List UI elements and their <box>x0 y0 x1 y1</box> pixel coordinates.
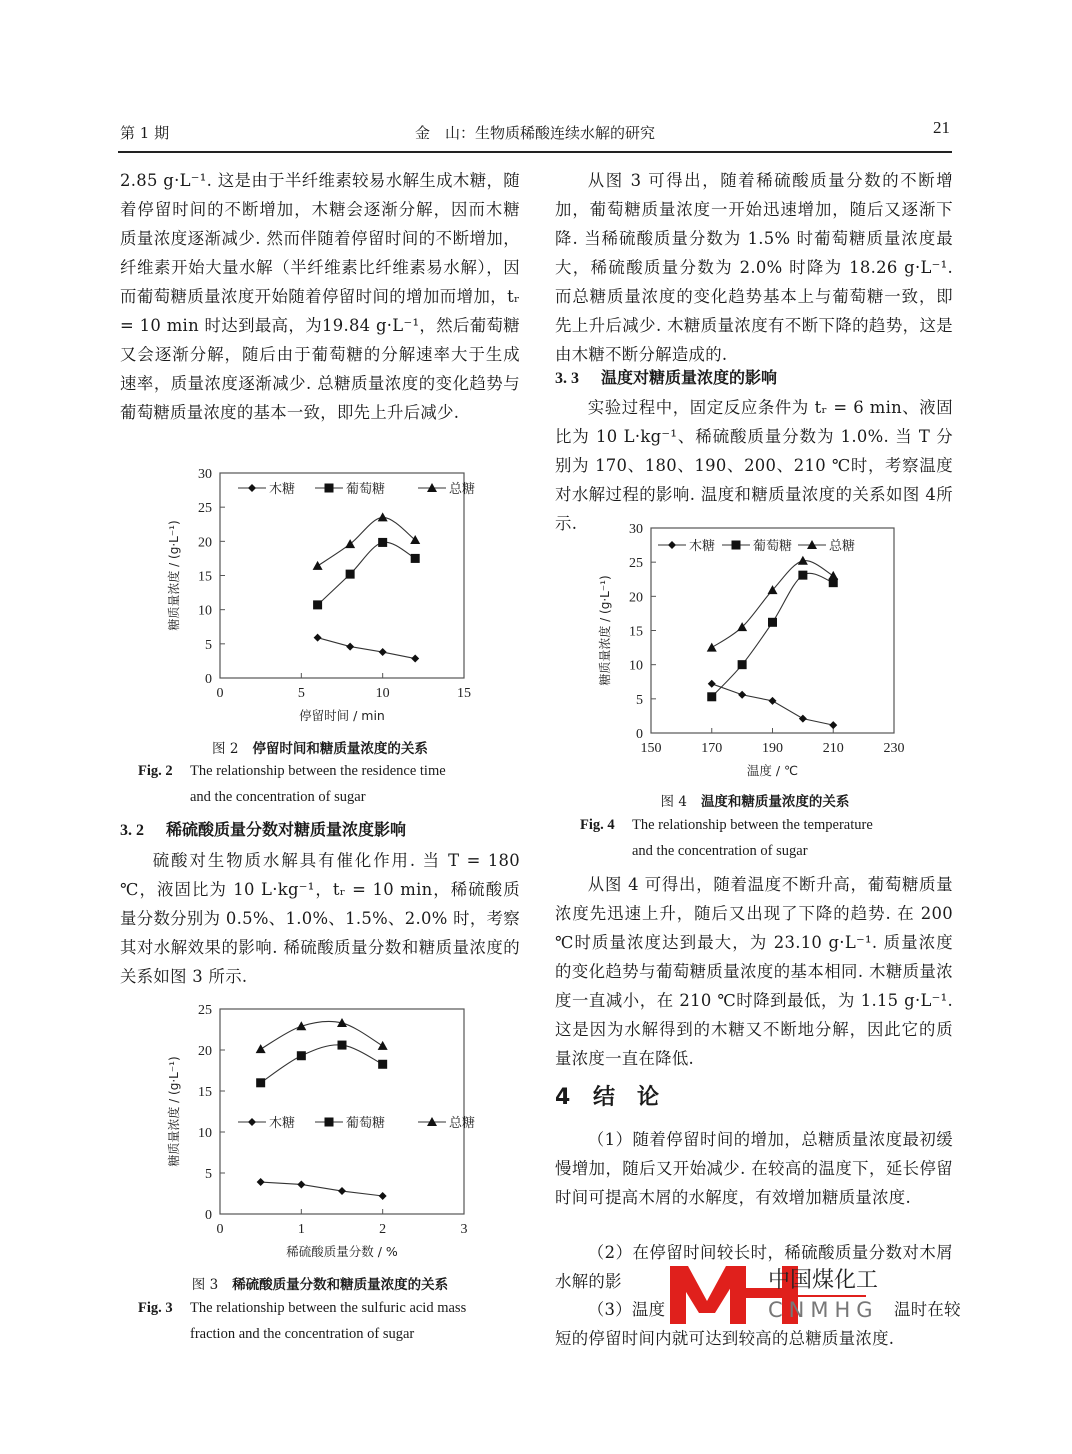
y-tick-label: 25 <box>629 556 643 572</box>
header-rule <box>118 151 952 153</box>
figure-4-chart <box>590 515 930 780</box>
section-3-3-title: 温度对糖质量浓度的影响 <box>601 368 778 387</box>
data-point <box>338 1187 346 1195</box>
section-4-number: 4 <box>555 1085 571 1110</box>
y-tick-label: 0 <box>205 672 212 687</box>
legend-item <box>418 481 475 497</box>
y-tick-label: 15 <box>198 1085 212 1100</box>
right-paragraph-2: 实验过程中，固定反应条件为 tᵣ = 6 min、液固比为 10 L·kg⁻¹、稀硫酸质量分数为 1.0%. 当 T 分别为 170、180、190、200、210 ℃时，考察温度对水解过程的影响. 温度和糖质量浓度的关系如图 4所示. <box>555 398 953 533</box>
fig3-caption-cn <box>120 1273 520 1293</box>
series-line <box>318 638 416 659</box>
legend-label: 木糖 <box>689 539 716 554</box>
x-tick-label: 170 <box>701 741 723 756</box>
fig2-caption-cn <box>120 737 520 757</box>
x-axis-label: 停留时间 / min <box>299 708 385 723</box>
series-diamond <box>314 634 420 663</box>
section-3-2-title: 稀硫酸质量分数对糖质量浓度影响 <box>166 820 407 839</box>
running-header <box>120 118 950 144</box>
data-point <box>378 1041 388 1050</box>
x-tick-label: 1 <box>297 1222 305 1237</box>
x-tick-label: 5 <box>297 686 305 701</box>
fig3-caption-en-line1: The relationship between the sulfuric acid mass <box>190 1300 467 1316</box>
y-axis-label: 糖质量浓度 / (g·L⁻¹) <box>167 520 181 631</box>
issue-label: 第 1 期 <box>120 124 170 142</box>
data-point <box>707 692 716 701</box>
legend-label: 总糖 <box>829 539 856 554</box>
section-3-2-heading <box>120 815 520 845</box>
data-point <box>411 554 420 563</box>
series-diamond <box>708 680 838 729</box>
data-point <box>346 643 354 651</box>
x-tick-label: 15 <box>457 686 471 701</box>
series-diamond <box>257 1178 387 1200</box>
x-axis-label: 温度 / ℃ <box>746 763 799 778</box>
legend-marker <box>248 484 256 492</box>
data-point <box>313 561 323 570</box>
fig3-number: 图 3 <box>191 1277 219 1293</box>
data-point <box>379 1192 387 1200</box>
data-point <box>708 680 716 688</box>
legend-item <box>238 1115 295 1131</box>
legend-marker <box>325 484 334 493</box>
data-point <box>378 512 388 521</box>
logo-name-cn: 中国煤化工 <box>768 1268 879 1293</box>
y-tick-label: 15 <box>198 569 212 585</box>
data-point <box>256 1078 265 1087</box>
fig3-caption-en-line2: fraction and the concentration of sugar <box>190 1326 415 1342</box>
legend-item <box>722 538 792 554</box>
y-tick-label: 5 <box>205 637 212 653</box>
figure-2-chart <box>150 455 490 730</box>
y-tick-label: 25 <box>198 501 212 517</box>
data-point <box>829 721 837 729</box>
legend-label: 总糖 <box>449 482 476 497</box>
right-paragraph-3: 从图 4 可得出，随着温度不断升高，葡萄糖质量浓度先迅速上升，随后又出现了下降的趋势. 在 200 ℃时质量浓度达到最大，为 23.10 g·L⁻¹. 质量浓度的变化趋势与葡萄糖质量浓度的基本相同. 木糖质量浓度一直减小，在 210 ℃时降到最低，为 1.15 g·L⁻¹. 这是因为水解得到的木糖又不断地分解，因此它的质量浓度一直在降低. <box>555 875 953 1068</box>
data-point <box>313 600 322 609</box>
y-axis-label: 糖质量浓度 / (g·L⁻¹) <box>167 1056 181 1167</box>
plot-frame <box>220 1009 464 1214</box>
legend-label: 葡萄糖 <box>346 482 386 497</box>
data-point <box>828 571 838 580</box>
legend-marker <box>248 1118 256 1126</box>
data-point <box>378 538 387 547</box>
y-tick-label: 5 <box>205 1167 212 1182</box>
data-point <box>379 648 387 656</box>
data-point <box>738 660 747 669</box>
fig2-caption-en <box>138 758 528 810</box>
fig2-number: 图 2 <box>212 741 239 757</box>
fig4-caption-en-line1: The relationship between the temperature <box>632 817 873 833</box>
section-3-2-number: 3. 2 <box>120 822 144 839</box>
section-3-3-heading <box>555 363 953 393</box>
conclusion-1: （1）随着停留时间的增加，总糖质量浓度最初缓慢增加，随后又开始减少. 在较高的温度下，延长停留时间可提高木屑的水解度，有效增加糖质量浓度. <box>555 1130 953 1207</box>
series-line <box>318 542 416 605</box>
x-tick-label: 0 <box>216 1222 224 1237</box>
legend-item <box>315 481 385 497</box>
series-line <box>318 517 416 566</box>
y-tick-label: 10 <box>629 658 643 674</box>
y-tick-label: 20 <box>198 535 212 551</box>
data-point <box>769 697 777 705</box>
legend-label: 葡萄糖 <box>753 539 793 554</box>
fig2-caption-en-line1: The relationship between the residence time <box>190 763 446 779</box>
data-point <box>338 1041 347 1050</box>
data-point <box>256 1044 266 1053</box>
data-point <box>768 618 777 627</box>
y-tick-label: 10 <box>198 1126 212 1141</box>
fig4-caption-cn-text: 温度和糖质量浓度的关系 <box>700 794 850 810</box>
series-square <box>256 1041 387 1088</box>
legend-marker <box>732 541 741 550</box>
running-title: 金 山：生物质稀酸连续水解的研究 <box>414 124 655 142</box>
x-axis-label: 稀硫酸质量分数 / % <box>286 1244 398 1259</box>
data-point <box>297 1051 306 1060</box>
y-tick-label: 0 <box>636 727 643 742</box>
legend-item <box>315 1115 385 1131</box>
x-tick-label: 150 <box>640 741 662 756</box>
x-tick-label: 3 <box>460 1222 468 1237</box>
plot-frame <box>220 473 464 678</box>
series-triangle <box>313 512 421 570</box>
fig4-caption-cn <box>555 790 955 810</box>
figure-3-chart <box>150 995 490 1265</box>
fig4-caption-en <box>580 812 970 864</box>
x-tick-label: 2 <box>379 1222 387 1237</box>
data-point <box>798 571 807 580</box>
legend-label: 总糖 <box>449 1116 476 1131</box>
legend-item <box>798 538 855 554</box>
conclusion-3-line2: 短的停留时间内就可达到较高的总糖质量浓度. <box>555 1329 895 1348</box>
data-point <box>257 1178 265 1186</box>
y-tick-label: 30 <box>629 522 643 537</box>
legend-item <box>658 538 715 554</box>
legend-marker <box>325 1118 334 1127</box>
x-tick-label: 10 <box>375 686 390 701</box>
fig3-caption-cn-text: 稀硫酸质量分数和糖质量浓度的关系 <box>232 1277 449 1293</box>
fig3-label: Fig. 3 <box>138 1300 173 1316</box>
data-point <box>799 715 807 723</box>
conclusion-3: （3）温度 <box>587 1300 666 1319</box>
watermark-logo <box>670 1263 892 1323</box>
data-point <box>738 691 746 699</box>
fig2-label: Fig. 2 <box>138 763 173 779</box>
legend-label: 木糖 <box>269 1116 296 1131</box>
y-tick-label: 30 <box>198 467 212 482</box>
fig4-number: 图 4 <box>660 794 687 810</box>
y-tick-label: 5 <box>636 692 643 708</box>
legend-label: 葡萄糖 <box>346 1116 386 1131</box>
legend-item <box>238 481 295 497</box>
y-tick-label: 0 <box>205 1208 212 1223</box>
right-paragraph-1: 从图 3 可得出，随着稀硫酸质量分数的不断增加，葡萄糖质量浓度一开始迅速增加，随后又逐渐下降. 当稀硫酸质量分数为 1.5% 时葡萄糖质量浓度最大，稀硫酸质量分数为 2.0% 时降为 18.26 g·L⁻¹. 而总糖质量浓度的变化趋势基本上与葡萄糖一致，即先上升后减少. 木糖质量浓度有不断下降的趋势，这是由木糖不断分解造成的. <box>555 171 953 364</box>
section-3-3-number: 3. 3 <box>555 370 579 387</box>
cnmhg-logo-icon <box>670 1263 892 1325</box>
x-tick-label: 190 <box>762 741 783 756</box>
data-point <box>378 1060 387 1069</box>
page-number: 21 <box>933 118 950 137</box>
conclusion-2: （2）在停留时间较长时，稀硫酸质量分数对木屑水解的影 <box>555 1243 953 1291</box>
conclusion-3-end: 温时在较 <box>894 1295 961 1324</box>
fig3-caption-en <box>138 1295 538 1347</box>
left-paragraph-1: 2.85 g·L⁻¹. 这是由于半纤维素较易水解生成木糖，随着停留时间的不断增加，木糖会逐渐分解，因而木糖质量浓度逐渐减少. 然而伴随着停留时间的不断增加，纤维素开始大量水解（半纤维素比纤维素易水解），因而葡萄糖质量浓度开始随着停留时间的增加而增加，tᵣ = 10 min 时达到最高，为19.84 g·L⁻¹，然后葡萄糖又会逐渐分解，随后由于葡萄糖的分解速率大于生成速率，质量浓度逐渐减少. 总糖质量浓度的变化趋势与葡萄糖质量浓度的基本一致，即先上升后减少. <box>120 171 520 422</box>
fig2-caption-en-line2: and the concentration of sugar <box>190 789 366 805</box>
series-triangle <box>707 556 839 652</box>
x-tick-label: 230 <box>883 741 905 756</box>
legend-item <box>418 1115 475 1131</box>
y-tick-label: 20 <box>629 590 643 606</box>
left-paragraph-2: 硫酸对生物质水解具有催化作用. 当 T = 180 ℃，液固比为 10 L·kg⁻¹，tᵣ = 10 min，稀硫酸质量分数分别为 0.5%、1.0%、1.5%、2.0% 时，考察其对水解效果的影响. 稀硫酸质量分数和糖质量浓度的关系如图 3 所示. <box>120 851 520 986</box>
series-square <box>313 538 420 609</box>
series-line <box>261 1182 383 1196</box>
y-tick-label: 15 <box>629 624 643 640</box>
x-tick-label: 210 <box>822 741 844 756</box>
section-4-title: 结 论 <box>593 1085 660 1110</box>
fig4-caption-en-line2: and the concentration of sugar <box>632 843 808 859</box>
data-point <box>314 634 322 642</box>
series-line <box>261 1045 383 1083</box>
y-tick-label: 10 <box>198 603 212 619</box>
y-axis-label: 糖质量浓度 / (g·L⁻¹) <box>598 575 612 686</box>
data-point <box>411 655 419 663</box>
data-point <box>346 570 355 579</box>
y-tick-label: 25 <box>198 1003 212 1018</box>
legend-marker <box>668 541 676 549</box>
data-point <box>707 643 717 652</box>
fig4-label: Fig. 4 <box>580 817 615 833</box>
x-tick-label: 0 <box>216 686 224 701</box>
data-point <box>297 1180 305 1188</box>
legend-label: 木糖 <box>269 482 296 497</box>
series-line <box>261 1021 383 1049</box>
logo-name-en: CNMHG <box>768 1298 879 1322</box>
fig2-caption-cn-text: 停留时间和糖质量浓度的关系 <box>252 741 428 757</box>
section-4-heading <box>555 1080 659 1111</box>
y-tick-label: 20 <box>198 1044 212 1059</box>
